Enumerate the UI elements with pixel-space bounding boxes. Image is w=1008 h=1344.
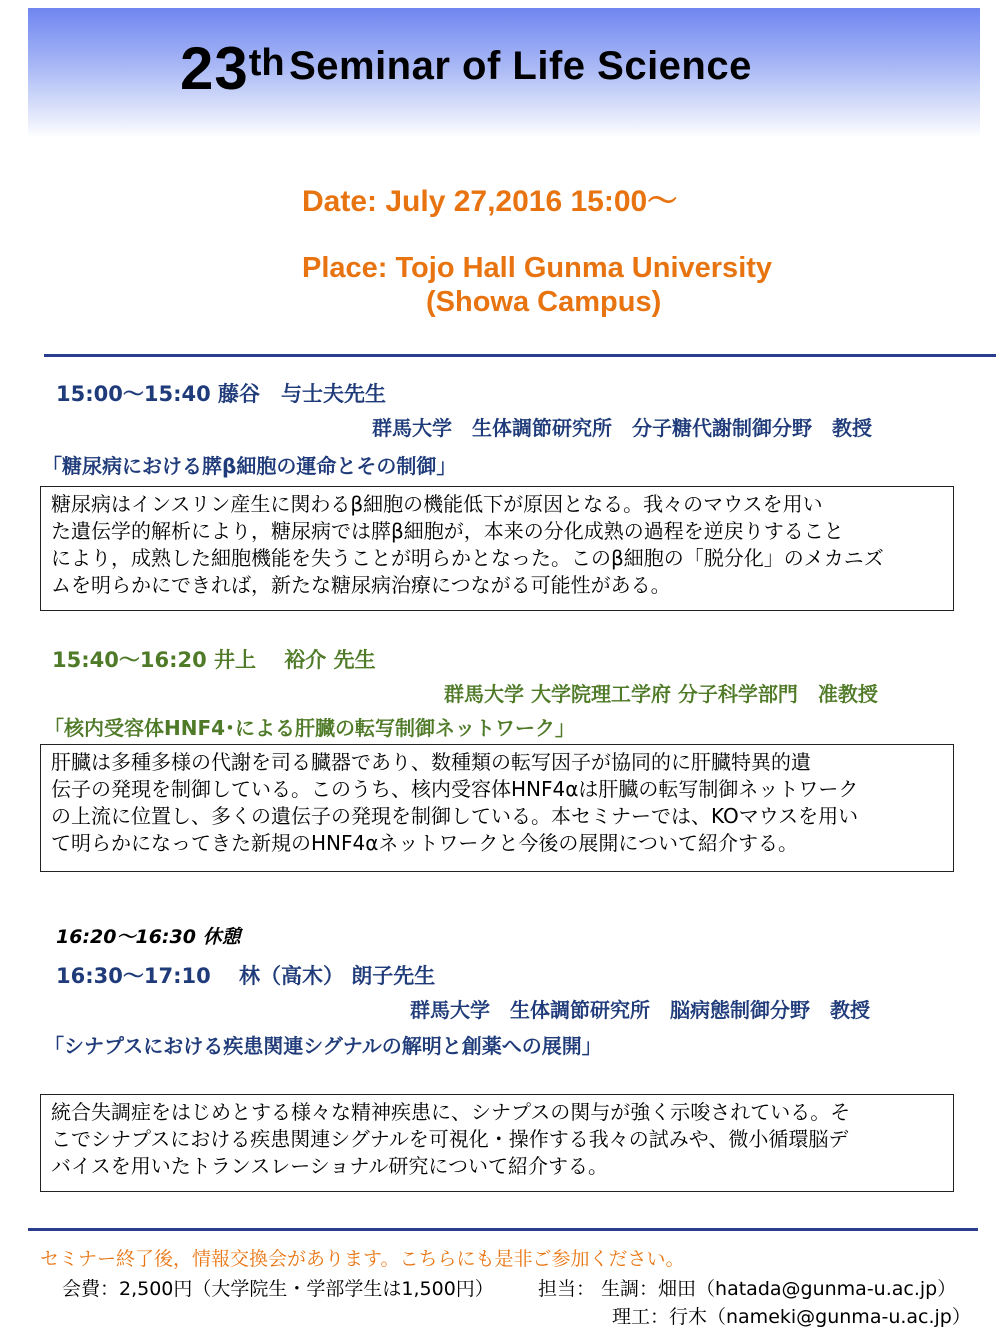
talk-3-affiliation: 群馬大学 生体調節研究所 脳病態制御分野 教授	[410, 998, 870, 1022]
contact-hatada: 担当： 生調：畑田（hatada@gunma-u.ac.jp）	[538, 1278, 957, 1300]
talk-2-title: 「核内受容体HNF4･による肝臓の転写制御ネットワーク」	[44, 716, 576, 740]
event-date: Date: July 27,2016 15:00～	[302, 185, 678, 218]
abstract-line: 肝臓は多種多様の代謝を司る臓器であり、数種類の転写因子が協同的に肝臓特異的遺	[51, 750, 811, 774]
divider-bottom	[28, 1228, 978, 1231]
divider-top	[44, 354, 996, 357]
title-text: Seminar of Life Science	[289, 44, 752, 88]
abstract-line: により，成熟した細胞機能を失うことが明らかとなった。このβ細胞の「脱分化」のメカニズ	[51, 546, 884, 570]
title-number: 23	[180, 35, 249, 102]
abstract-line: 統合失調症をはじめとする様々な精神疾患に、シナプスの関与が強く示唆されている。そ	[51, 1100, 851, 1124]
reception-note: セミナー終了後，情報交換会があります。こちらにも是非ご参加ください。	[40, 1248, 685, 1270]
abstract-line: バイスを用いたトランスレーショナル研究について紹介する。	[51, 1154, 608, 1178]
event-place: Place: Tojo Hall Gunma University	[302, 252, 773, 284]
talk-3-title: 「シナプスにおける疾患関連シグナルの解明と創薬への展開」	[44, 1034, 602, 1058]
abstract-line: の上流に位置し、多くの遺伝子の発現を制御している。本セミナーでは、KOマウスを用い	[51, 804, 859, 828]
abstract-line: 伝子の発現を制御している。このうち、核内受容体HNF4αは肝臓の転写制御ネットワーク	[51, 777, 859, 801]
event-campus: (Showa Campus)	[426, 286, 662, 318]
contact-nameki: 理工：行木（nameki@gunma-u.ac.jp）	[612, 1306, 971, 1328]
talk-3-time-speaker: 16:30～17:10 林（高木） 朗子先生	[56, 964, 436, 988]
break-time: 16:20～16:30 休憩	[56, 926, 241, 948]
abstract-line: た遺伝学的解析により，糖尿病では膵β細胞が，本来の分化成熟の過程を逆戻りすること	[51, 519, 844, 543]
abstract-line: ムを明らかにできれば，新たな糖尿病治療につながる可能性がある。	[51, 573, 671, 597]
page-title	[180, 34, 880, 103]
talk-1-title: 「糖尿病における膵β細胞の運命とその制御」	[42, 454, 457, 478]
abstract-line: て明らかになってきた新規のHNF4αネットワークと今後の展開について紹介する。	[51, 831, 799, 855]
talk-1-affiliation: 群馬大学 生体調節研究所 分子糖代謝制御分野 教授	[372, 416, 872, 440]
abstract-line: 糖尿病はインスリン産生に関わるβ細胞の機能低下が原因となる。我々のマウスを用い	[51, 492, 823, 516]
title-suffix: th	[248, 42, 285, 84]
fee-info: 会費：2,500円（大学院生・学部学生は1,500円）	[62, 1278, 494, 1300]
abstract-line: こでシナプスにおける疾患関連シグナルを可視化・操作する我々の試みや、微小循環脳デ	[51, 1127, 849, 1151]
talk-2-affiliation: 群馬大学 大学院理工学府 分子科学部門 准教授	[444, 682, 878, 706]
talk-1-time-speaker: 15:00～15:40 藤谷 与士夫先生	[56, 382, 387, 406]
talk-3-abstract	[40, 1094, 954, 1192]
talk-2-abstract	[40, 744, 954, 872]
talk-2-time-speaker: 15:40～16:20 井上 裕介 先生	[52, 648, 376, 672]
talk-1-abstract	[40, 486, 954, 611]
